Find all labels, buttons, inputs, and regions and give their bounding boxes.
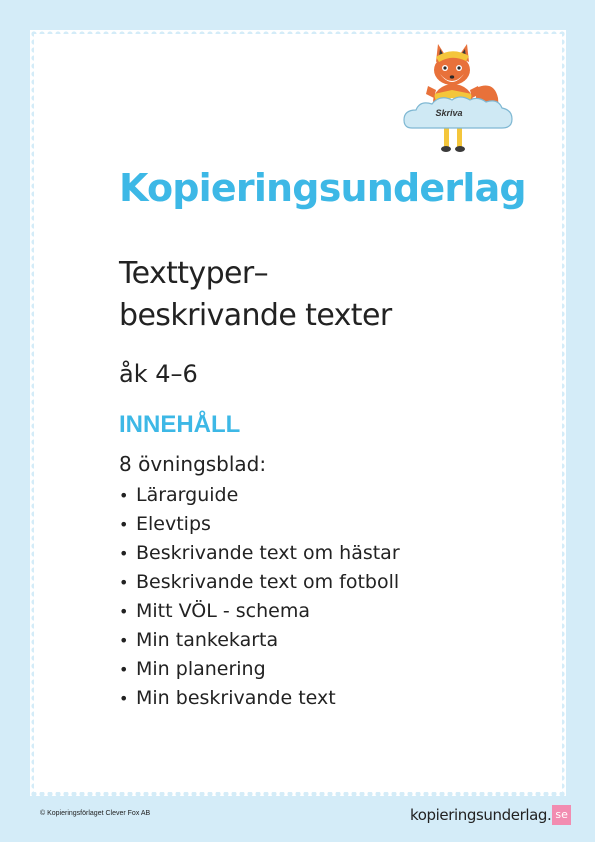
contents-heading: INNEHÅLL (119, 411, 241, 438)
subtitle (119, 253, 392, 337)
subtitle-line: beskrivande texter (119, 298, 392, 333)
list-item (119, 655, 400, 684)
bullet-icon: • (119, 544, 129, 563)
list-item (119, 510, 400, 539)
bullet-icon: • (119, 660, 129, 679)
site-tld-badge: se (552, 805, 571, 825)
list-item (119, 684, 400, 713)
list-item (119, 626, 400, 655)
bullet-icon: • (119, 515, 129, 534)
bullet-icon: • (119, 602, 129, 621)
bullet-icon: • (119, 689, 129, 708)
bullet-icon: • (119, 573, 129, 592)
list-item (119, 539, 400, 568)
site-name: kopieringsunderlag. (410, 806, 552, 824)
contents-list (119, 481, 400, 713)
site-logo[interactable] (410, 803, 571, 827)
list-item-label: Min beskrivande text (136, 687, 336, 709)
fox-mascot-icon (394, 40, 522, 155)
bullet-icon: • (119, 631, 129, 650)
list-item-label: Beskrivande text om fotboll (136, 571, 400, 593)
list-item-label: Lärarguide (136, 484, 239, 506)
list-item (119, 481, 400, 510)
list-item-label: Beskrivande text om hästar (136, 542, 400, 564)
list-item-label: Min planering (136, 658, 266, 680)
badge-label: Skriva (435, 108, 463, 118)
copyright-notice: © Kopieringsförlaget Clever Fox AB (40, 810, 151, 817)
subtitle-line: Texttyper– (119, 256, 269, 291)
list-item-label: Elevtips (136, 513, 211, 535)
list-item-label: Mitt VÖL - schema (136, 600, 310, 622)
grade-level: åk 4–6 (119, 360, 198, 388)
page-title: Kopieringsunderlag (119, 166, 526, 210)
bullet-icon: • (119, 486, 129, 505)
list-item (119, 597, 400, 626)
list-item (119, 568, 400, 597)
list-item-label: Min tankekarta (136, 629, 279, 651)
sheet-count: 8 övningsblad: (119, 452, 267, 476)
